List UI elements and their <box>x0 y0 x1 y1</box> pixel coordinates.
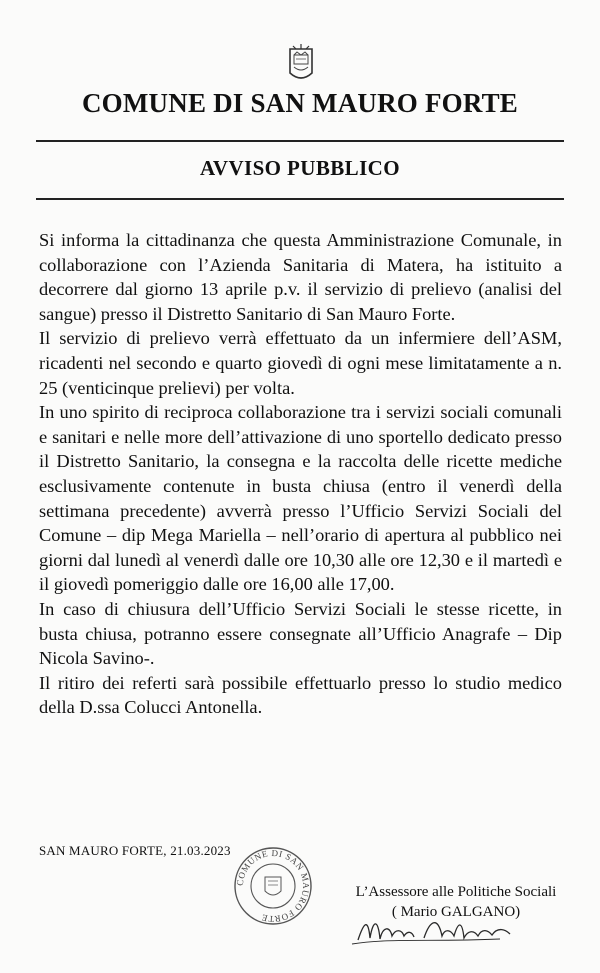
body-paragraph: Si informa la cittadinanza che questa Amministrazione Comunale, in collaborazione con l’Azienda Sanitaria di Matera, ha istituito a decorrere dal giorno 13 aprile p.v. il servizio di prelievo (analisi del sangue) presso il Distretto Sanitario di San Mauro Forte. <box>39 230 562 324</box>
handwritten-signature-icon <box>350 908 530 948</box>
coat-of-arms-icon <box>286 43 316 85</box>
signer-name: ( Mario GALGANO) <box>391 904 521 920</box>
body-paragraph: Il ritiro dei referti sarà possibile effettuarlo presso lo studio medico della D.ssa Colucci Antonella. <box>39 672 562 718</box>
notice-title: AVVISO PUBBLICO <box>200 156 400 180</box>
body-paragraph: In caso di chiusura dell’Ufficio Servizi Sociali le stesse ricette, in busta chiusa, potranno essere consegnate all’Ufficio Anagrafe – Dip Nicola Savino-. <box>39 598 562 669</box>
signer-role: L’Assessore alle Politiche Sociali <box>355 884 557 900</box>
body-paragraph: In uno spirito di reciproca collaborazione tra i servizi sociali comunali e sanitari e nelle more dell’attivazione di uno sportello dedicato presso il Distretto Sanitario, la consegna e la raccolta delle ricette mediche esclusivamente contenute in busta chiusa (entro il venerdì della settimana precedente) avverrà presso l’Ufficio Servizi Sociali del Comune – dip Mega Mariella – nell’orario di apertura al pubblico nei giorni dal lunedì al venerdì dalle ore 10,30 alle ore 12,30 e il martedì e il giovedì pomeriggio dalle ore 16,00 alle 17,00. <box>39 402 562 595</box>
title-divider <box>36 140 564 142</box>
official-stamp-icon <box>232 845 314 927</box>
subtitle-divider <box>36 198 564 200</box>
body-paragraph: Il servizio di prelievo verrà effettuato da un infermiere dell’ASM, ricadenti nel secondo e quarto giovedì di ogni mese limitatamente a n. 25 (venticinque prelievi) per volta. <box>39 328 562 398</box>
notice-body <box>39 228 562 720</box>
municipality-title: COMUNE DI SAN MAURO FORTE <box>81 88 519 118</box>
svg-text:COMUNE DI SAN MAURO FORTE: COMUNE DI SAN MAURO FORTE <box>234 847 312 925</box>
place-and-date: SAN MAURO FORTE, 21.03.2023 <box>39 843 231 858</box>
